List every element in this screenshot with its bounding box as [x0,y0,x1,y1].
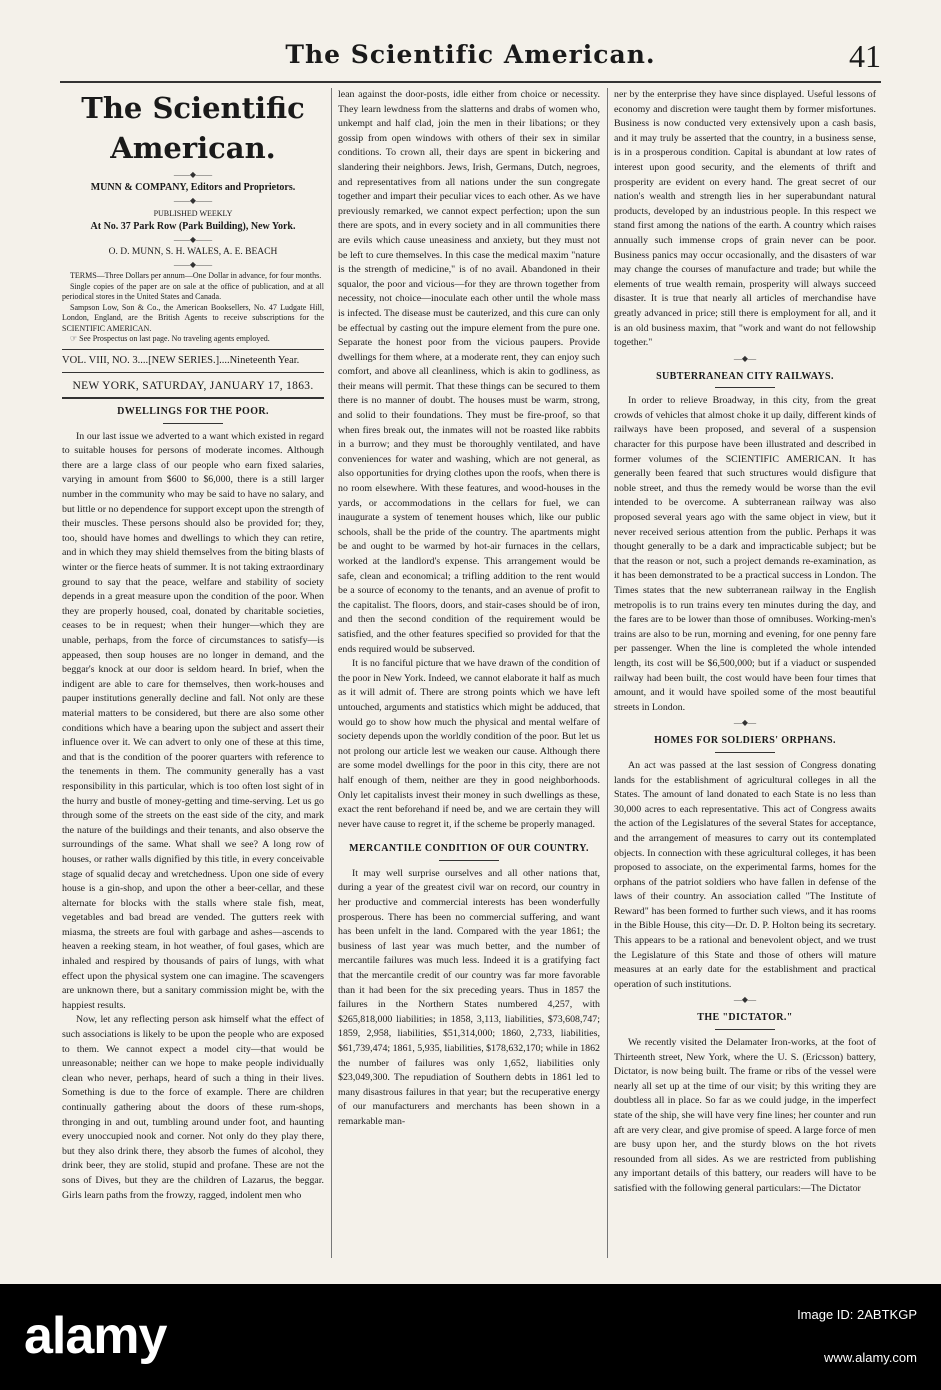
heading-subterranean: SUBTERRANEAN CITY RAILWAYS. [656,370,834,382]
heading-rule [163,423,223,424]
heading-dwellings: DWELLINGS FOR THE POOR. [117,406,269,418]
heading-orphans: HOMES FOR SOLDIERS' ORPHANS. [654,735,836,747]
ornament: ——◆—— [173,170,213,179]
paragraph: ner by the enterprise they have since displayed. Useful lessons of economy and discretion were taught them by former misfortunes. Business is now conducted very extensively upon a cash basis, and it may truly be asserted that the country, in a business sense, is in a prosperous condition. Capital is abundant at low rates of interest upon good security, and the elements of thrift and prosperity are evident on every hand. The great secret of our nation's wealth and strength lies in her superabundant natural products, developed by an industrious people. In this respect we stand first among the nations of the earth. A country which raises annually such immense crops of grain never can be poor. Business panics may occur occasionally, and the disasters of war may change the courses of manufacture and trade; but while the elements of true wealth remain, prosperity will always succeed disaster. It is true that nearly all articles of merchandise have greatly advanced in price; still there is employment for all, and it is an old business maxim, that "work and want do not fellowship together." [614,89,876,349]
divider [62,397,324,399]
masthead [0,38,941,78]
heading-rule [715,752,775,753]
ornament: —◆— [733,353,757,363]
header-rule [60,81,881,83]
issue-date: NEW YORK, SATURDAY, JANUARY 17, 1863. [72,379,314,392]
paragraph: It may well surprise ourselves and all other nations that, during a year of the greatest civil war on record, our country in her productive and commercial interests has been wonderfully prosperous. There has been no commercial suffering, and want has been unfelt in the land. Compared with the year 1861; the business of last year was much better, and the number of mercantile failures was much less. Indeed it is a gratifying fact that the mercantile credit of our country was far more favorable than it had been for the six preceding years. Thus in 1857 the failures in the Northern States numbered 4,257, with $265,818,000 liabilities; in 1858, 3,113, liabilities, $73,608,747; 1859, 2,958, liabilities, $51,314,000; 1860, 2,733, liabilities, $61,739,474; 1861, 5,935, liabilities, $178,632,170; while in 1862 the number of failures was only 1,652, liabilities only $23,049,300. The repudiation of Southern debts in 1861 led to many disastrous failures in that year; but the recuperative energy of our manufacturers and merchants has been shown in a remarkable man- [338,867,600,1127]
heading-rule [715,1029,775,1030]
running-title: The Scientific American. [285,40,656,69]
editors: O. D. MUNN, S. H. WALES, A. E. BEACH [108,247,278,257]
ornament: ——◆—— [173,196,213,205]
ornament: —◆— [733,718,757,728]
divider [62,372,324,373]
image-id: Image ID: 2ABTKGP [797,1307,917,1322]
column-divider [607,88,608,1258]
paragraph: We recently visited the Delamater Iron-works, at the foot of Thirteenth street, New York, where the U. S. (Ericsson) battery, Dictator, is now being built. The frame or ribs of the vessel were nearly all set up at the time of our visit; by this writing they are doubtless all in place. So far as we could judge, in the imperfect state of the ship, she will have very fine lines; her counter and run aft are very clear, and give promise of speed. A large force of men are busy upon her, and the sturdy blows on the hot rivets resounded from all sides. As we are restricted from publishing any important details of this battery, our readers will have to be satisfied with the following general particulars:—The Dictator [614,1037,876,1194]
terms: TERMS—Three Dollars per annum—One Dollar in advance, for four months. Single copies of the paper are on sale at the office of publication, and at all periodical stores in the United States and Canada. Sampson Low, Son & Co., the American Booksellers, No. 47 Ludgate Hill, London, England, are the British Agents to receive subscriptions for the SCIENTIFIC AMERICAN. ☞ See Prospectus on last page. No traveling agents employed. [62,271,324,343]
alamy-logo[interactable]: alamy [24,1307,167,1365]
ornament: ——◆—— [173,235,213,244]
divider [62,349,324,350]
column-2 [338,88,600,1130]
paragraph: An act was passed at the last session of Congress donating lands for the establishment of agricultural colleges in all the States. The amount of land donated to each State is no less than 30,000 acres to each representative. This act of Congress awaits the action of the Legislatures of the several States for acceptance, and the arrangement of measures to carry out its contemplated objects. In connection with these agricultural colleges, it has been proposed to associate, on the experimental farms, homes for the orphans of the patriot soldiers who have fallen in defense of the laws of their country. An association called "The Institute of Reward" has been formed to further such views, and it has rooms in the Bible House, this city—Dr. D. P. Holton being its secretary. This appears to be a rational and benevolent object, and we trust the Legislature of this State and those of others will mature measures at an early date for the establishment and practical operation of such institutions. [614,759,876,990]
paragraph: In our last issue we adverted to a want which existed in regard to suitable houses for persons of moderate incomes. Although there are a large class of our people who earn fixed salaries, varying in amount from $600 to $6,000, there is a still larger number in the community who may be said to have no salary, and but little or no dependence for support except upon the strength of their muscles. These persons should also be provided for; they, too, should have homes and dwellings to which they can retire, and in which they may shield themselves from the biting blasts of winter or the fierce heats of summer. It is not taking extraordinary ground to say that the peace, welfare and stability of society depends in a great measure upon the condition of the poor. When they are properly housed, coal, donated by charitable societies, ceases to be in request; when their hunger—which they are unable, perhaps, from the force of circumstances to satisfy—is appeased, then soup houses are no longer in demand, and the beggar's knock at our door is seldom heard. In brief, when the indigent are able to care for themselves, then work-houses and pauper institutions generally decline and fall. Not only are these material matters to be considered, but there are also some other conditions which have a bearing upon the subject and assert their influence over it. We can advert to only one of these at this time, and that is the condition of the poorer quarters with reference to the tenements in them. The community generally has a vast responsibility in this particular, which is too often lost sight of in the hurry and bustle of money-getting and time-serving. Let us go through some of the streets on the east side of the city, and mark the nature of the buildings and their tenants, and also observe the surroundings of the same. What shall we see? A long row of houses, or rather walls dignified by this title, in every conceivable stage of squalid decay and wretchedness. Upon one side of every house is a gin-shop, and upon the other a beer-cellar, and these alternate for blocks with the stalls where stale fish, meat, vegetables and bad bread are vended. The gutters reek with miasma, the streets are foul with garbage and ashes—ascends to heaven a reeking steam, in hot weather, of foul gases, which are inhaled and respired by thousands of pairs of lungs, with what effect upon the physical system one can imagine. The scavengers are unknown there, but a sanitary commission might be, with the happiest results. [62,430,324,1011]
column-divider [331,88,332,1258]
paragraph: It is no fanciful picture that we have drawn of the condition of the poor in New York. Indeed, we cannot elaborate it half as much as it will admit of. There are strong points which we have left untouched, arguments and statistics which might be adduced, that would go to show how much the physical and mental welfare of society depends upon the worldly condition of the poor. But let us not prolong our article lest we weaken our cause. Although there are some model dwellings for the poor in this city, there are not half enough of them, neither are they in good neighborhoods. Only let capitalists invest their money in such dwellings as these, exact the rent beforehand if need be, and we are certain they will never have cause to regret it, if the scheme be properly managed. [338,658,600,830]
paragraph: Now, let any reflecting person ask himself what the effect of such associations is likely to be upon the people who are exposed to them. We cannot expect a model city—that would be unreasonable; neither can we hope to make people individually clean who never, perhaps, heard of such a thing in their lives. Something is due to the force of example. There are children continually gathering about the doors of these rum-shops, thronging in and out, tumbling around under foot, and haunting every unoccupied nook and corner. Not only do they play there, but they also drink there, they absorb the fumes of alcohol, they drink beer, they are stolid, stupid and profane. These are not the sons of Dives, but they are the children of Lazarus, the beggar. Girls learn paths from the frowzy, ragged, indolent men who [62,1014,324,1201]
heading-rule [715,387,775,388]
ornament: —◆— [733,995,757,1005]
footer-url[interactable]: www.alamy.com [824,1350,917,1365]
paragraph: lean against the door-posts, idle either from choice or necessity. They learn lewdness from the slatterns and drabs of women who, unkempt and half clad, join the men in their libations; or they gossip from open windows with others of their sex in similar conditions. To crown all, their days are spent in bickering and slandering their neighbors. Jews, Irish, Germans, Dutch, negroes, and representatives from all nations under the sun congregate together and impart their peculiar vices to each other. As we have previously remarked, we cannot expect perfection; upon the sun there are spots, and in every society and in all communities there are evils which cause uneasiness and anxiety, but they must not be left to cure themselves. In this case the medical maxim "nature is the strength of medicine," is of no avail. Abandoned in their squalor, the poor and vicious—for they are thrown together from necessity, not choice—inoculate each other until the whole mass is infected. The disease must be cauterized, and this cure can only be effectual by casting out the impure element from the pure one. Separate the honest poor from the vicious paupers. Provide dwellings for them where, at a moderate rent, they can enjoy such comfort, and above all cleanliness, which is akin to godliness, as their means will permit. That these things can be secured to them there is no manner of doubt. The houses must be warm, strong, and solid to their foundations. They must be fire-proof, so that when fires break out, the inmates will not be roasted like rabbits in a burrow; and they must be thoroughly ventilated, and have conveniences for water and washing, which are not general, as also opportunities for drying clothes upon the roofs, when there is no room elsewhere. With these features, and wood-houses in the yards, or accommodations in the cellars for fuel, we can inaugurate a system of tenement houses which, like our public schools, shall be the pride of the country. The apartments might be and ought to be warmed by hot-air furnaces in the cellars, worked at the landlord's expense. This arrangement would be safe, clean and economical; a trifling addition to the rent would be a source of economy to the tenants, and an avenue of profit to the capitalist. The floors, doors, and stair-cases should be of iron, and then the second condition of the requirement would be satisfied, and the other features specified so provided for that the ends required would be subserved. [338,89,600,655]
column-3 [614,88,876,1197]
paragraph: In order to relieve Broadway, in this city, from the great crowds of vehicles that almost choke it up daily, different kinds of railways have been proposed, and several of a suspension character for this purpose have been illustrated and described in former volumes of the SCIENTIFIC AMERICAN. It has generally been feared that such structures would disfigure that noble street, and thus the remedy would be worse than the evil intended to be overcome. A subterranean railway was also proposed several years ago with the same object in view, but it never received serious attention from the public. Perhaps it was thought generally to be a dark and impracticable subject; but be that the reason or not, such a project demands re-examination, as it has been demonstrated to be a practical success in London. The Times states that the new subterranean railway in the English metropolis is to run trains every ten minutes during the day, and the fares are to be lower than those of omnibuses. Working-men's trains are also to be run, morning and evening, for one penny fare per passenger. When the line is completed the whole intended length, its cost will be $6,500,000; but if a viaduct or suspended railway had been built, the cost would have been four times that amount, and it would have spoiled some of the most beautiful streets in London. [614,395,876,713]
heading-mercantile: MERCANTILE CONDITION OF OUR COUNTRY. [349,843,589,855]
volume-line: VOL. VIII, NO. 3....[NEW SERIES.]....Nineteenth Year. [62,354,300,366]
proprietors: MUNN & COMPANY, Editors and Proprietors. [90,182,296,193]
heading-dictator: THE "DICTATOR." [697,1012,793,1024]
stock-footer [0,1284,941,1390]
page-number: 41 [849,38,881,74]
column-1 [62,88,324,1203]
ornament: ——◆—— [173,260,213,269]
paper-title: The Scientific American. [81,91,305,165]
published-weekly: PUBLISHED WEEKLY [153,209,233,218]
address: At No. 37 Park Row (Park Building), New York. [90,221,296,232]
heading-rule [439,860,499,861]
